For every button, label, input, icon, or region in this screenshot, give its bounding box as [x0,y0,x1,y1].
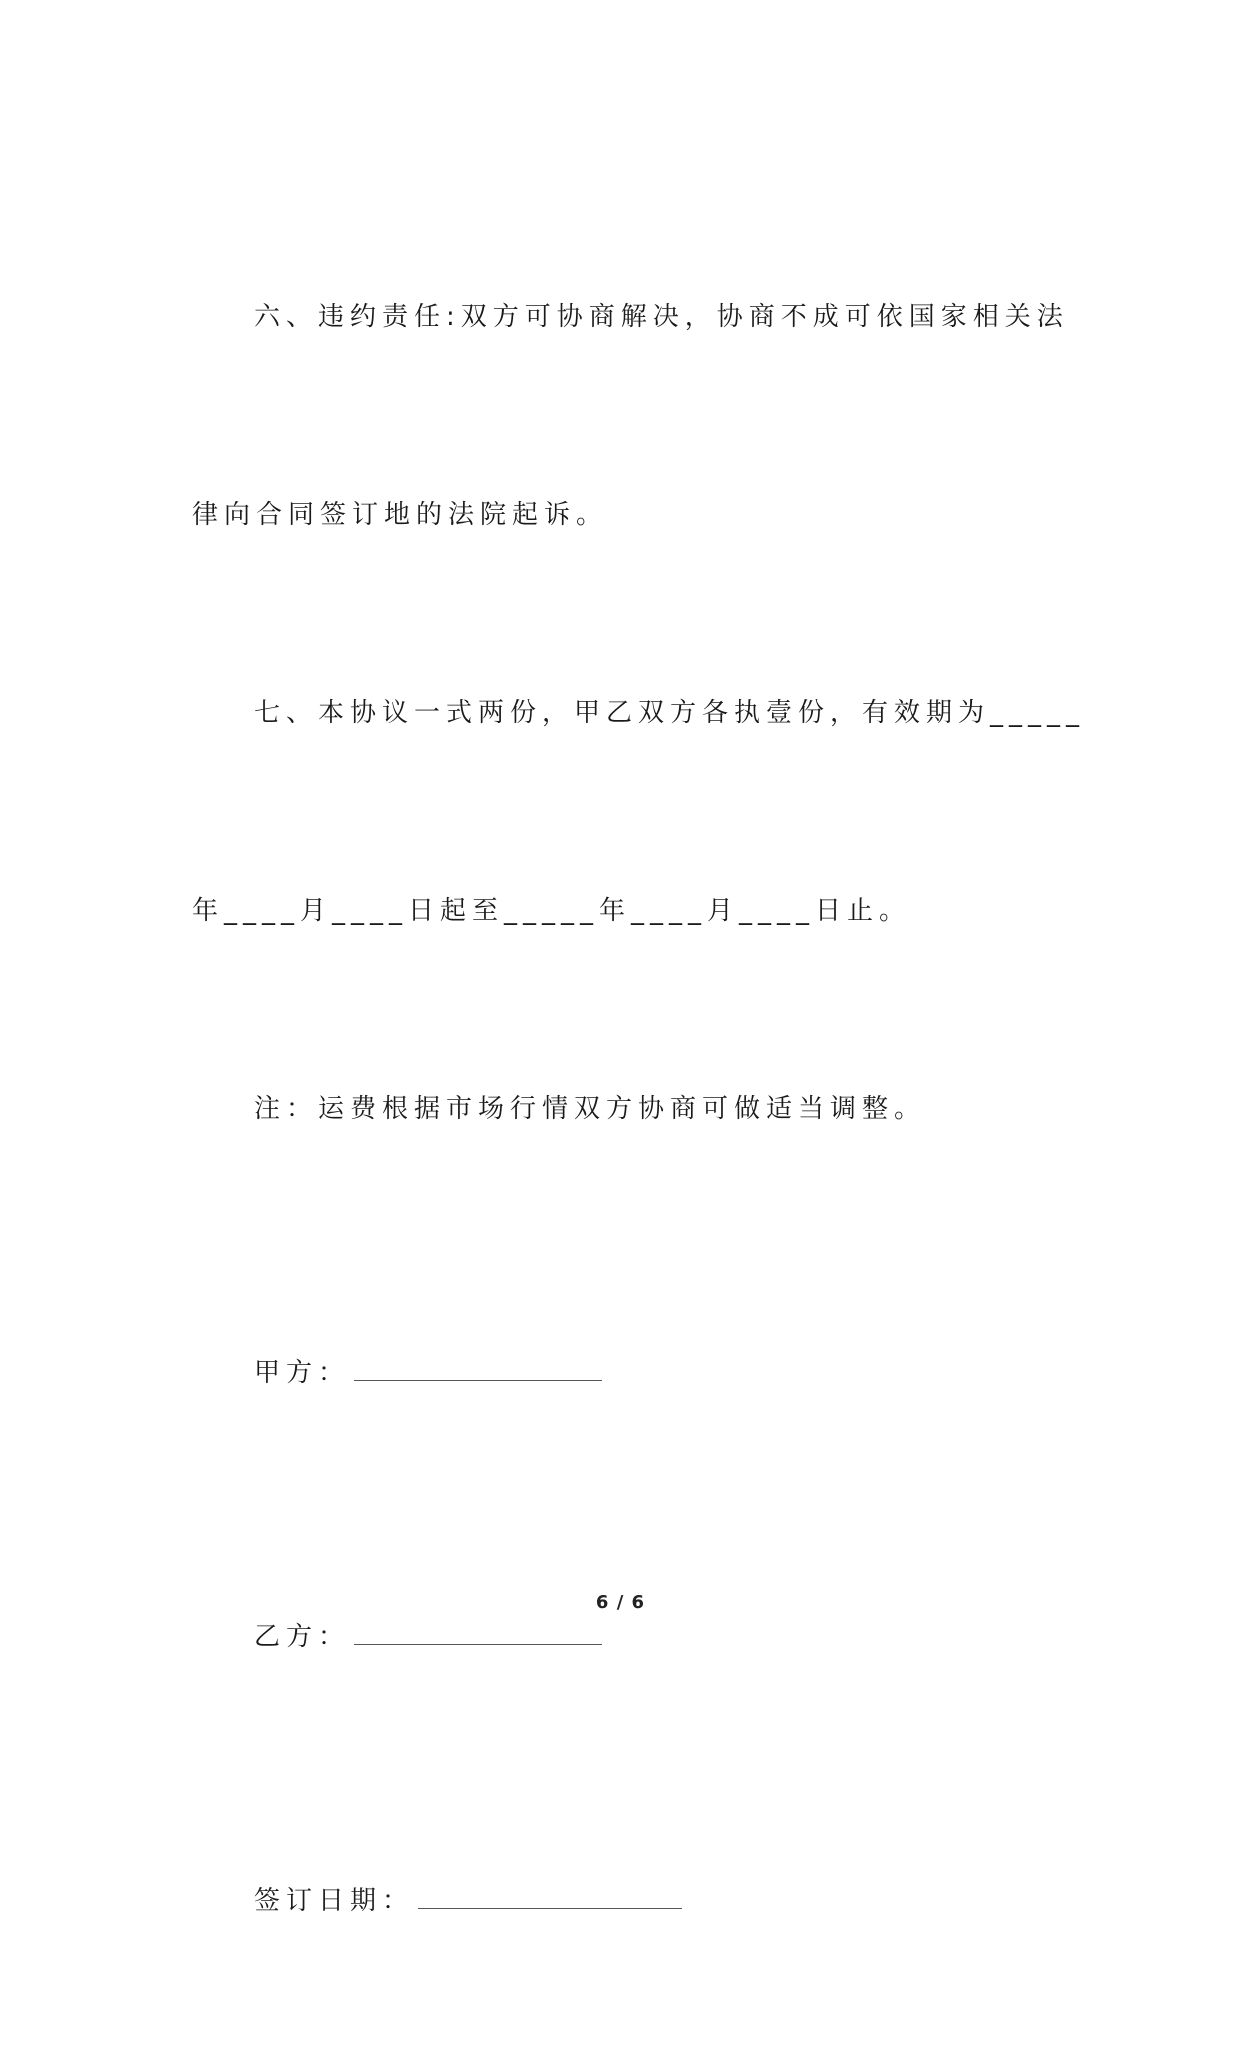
party-a-label: 甲方： [254,1358,351,1388]
sign-date-line [418,1888,682,1909]
page-number: 6 / 6 [595,1592,646,1613]
party-a-row [192,1340,1052,1406]
clause-6-line-1: 六、违约责任:双方可协商解决，协商不成可依国家相关法 [254,302,1069,332]
sign-date-row [192,1868,1052,1934]
clause-7-line-1: 七、本协议一式两份，甲乙双方各执壹份，有效期为_____ [254,698,1086,728]
party-b-signature-line [354,1624,602,1645]
clause-7-line-2: 年____月____日起至_____年____月____日止。 [192,896,912,926]
party-b-row [192,1604,1052,1670]
freight-note: 注：运费根据市场行情双方协商可做适当调整。 [254,1094,927,1124]
document-body [192,152,1086,2066]
party-b-label: 乙方： [254,1622,351,1652]
sign-date-label: 签订日期： [254,1886,415,1916]
clause-6-line-2: 律向合同签订地的法院起诉。 [192,500,609,530]
party-a-signature-line [354,1360,602,1381]
